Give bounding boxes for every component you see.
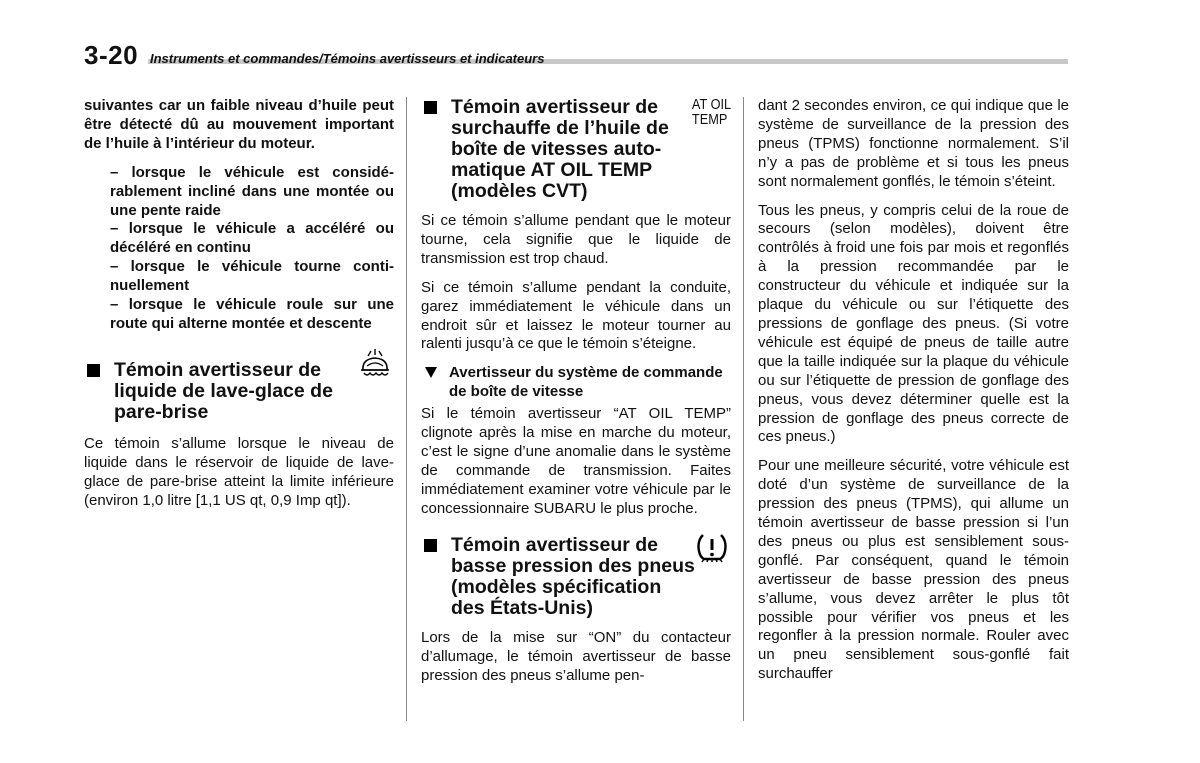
washer-fluid-icon — [358, 346, 392, 386]
intro-paragraph: suivantes car un faible niveau d’huile peut être détecté dû au mouvement important de l’huile à l’intérieur du moteur. — [84, 97, 394, 152]
page-header-title: Instruments et commandes/Témoins avertisseurs et indicateurs — [150, 51, 545, 66]
paragraph: Pour une meilleure sécurité, votre véhicule est doté d’un système de surveillance de la pression des pneus (TPMS), qui allume un témoin avertisseur de basse pression si l’un des pneus ou plus est sensiblement sous-gonflé. Par conséquent, quand le témoin avertisseur de basse pression des pneus s’allume, vous devez arrêter le plus tôt possible pour vérifier vos pneus et les regonfler à la pression normale. Rouler avec un pneu sensiblement sous-gonflé fait surchauffer — [758, 457, 1069, 683]
subheading-text: Avertisseur du système de commande de boîte de vitesse — [449, 364, 723, 400]
section-text: Ce témoin s’allume lorsque le niveau de liquide dans le réservoir de liquide de lave-glace de pare-brise atteint la limite inférieure (environ 1,0 litre [1,1 US qt, 0,9 Imp qt]). — [84, 434, 394, 509]
tire-pressure-warning-icon — [695, 531, 729, 571]
section-marker — [424, 539, 437, 552]
column-2 — [421, 97, 731, 696]
section-marker — [87, 364, 100, 377]
paragraph: Si le témoin avertisseur “AT OIL TEMP” clignote après la mise en marche du moteur, c’est le signe d’une anomalie dans le système de commande de transmission. Faites immédiatement examiner votre véhicule par le concessionnaire SUBARU le plus proche. — [421, 405, 731, 517]
subheading — [421, 364, 731, 401]
list-item: – lorsque le véhicule tourne continuellement — [110, 258, 394, 295]
section-title: Témoin avertisseur de basse pression des pneus (modèles spécification des États-Unis) — [451, 533, 695, 619]
paragraph: Tous les pneus, y compris celui de la roue de secours (selon modèles), doivent être contrôlés à froid une fois par mois et regonflés à la pression recommandée par le constructeur du véhicule et indiquée sur la plaque du véhicule ou sur l’étiquette des pressions de gonflage des pneus. (Si votre véhicule est équipé de pneus de taille autre que la taille indiquée sur la plaque du véhicule ou sur l’étiquette de pression de gonflage des pneus, vous devez déterminer quelle est la pression de gonflage des pneus correcte de ces pneus.) — [758, 201, 1069, 446]
column-3 — [758, 97, 1069, 694]
section-tire-pressure — [421, 535, 731, 619]
column-1 — [84, 97, 394, 521]
section-at-oil-temp — [421, 97, 731, 202]
section-title: Témoin avertisseur de surchauffe de l’huile de boîte de vitesses automatique AT OIL TEMP (modèles CVT) — [451, 96, 669, 202]
list-item: – lorsque le véhicule est considérablement incliné dans une montée ou une pente raide — [110, 163, 394, 219]
paragraph: Si ce témoin s’allume pendant la conduite, garez immédiatement le véhicule dans un endroit sûr et laissez le moteur tourner au ralenti jusqu’à ce que le témoin s’éteigne. — [421, 278, 731, 353]
paragraph: Si ce témoin s’allume pendant que le moteur tourne, cela signifie que le liquide de transmission est trop chaud. — [421, 212, 731, 267]
page-number: 3-20 — [84, 40, 139, 70]
list-item: – lorsque le véhicule a accéléré ou décéléré en continu — [110, 220, 394, 257]
triangle-down-icon — [424, 366, 438, 385]
section-washer-fluid — [84, 360, 394, 423]
paragraph: dant 2 secondes environ, ce qui indique que le système de surveillance de la pression des pneus (TPMS) fonctionne normalement. S’il n’y a pas de problème et si tous les pneus sont normalement gonflés, le témoin s’éteint. — [758, 97, 1069, 190]
column-divider — [743, 97, 744, 721]
icon-label-line2: TEMP — [691, 111, 728, 128]
paragraph: Lors de la mise sur “ON” du contacteur d’allumage, le témoin avertisseur de basse pression des pneus s’allume pen- — [421, 628, 731, 684]
section-marker — [424, 101, 437, 114]
column-divider — [406, 97, 407, 721]
list-item: – lorsque le véhicule roule sur une route qui alterne montée et descente — [110, 296, 394, 332]
at-oil-temp-icon — [692, 97, 731, 127]
bullet-list — [84, 164, 394, 334]
section-title: Témoin avertisseur de liquide de lave-glace de pare-brise — [114, 358, 333, 423]
icon-label-line1: AT OIL — [691, 96, 731, 113]
